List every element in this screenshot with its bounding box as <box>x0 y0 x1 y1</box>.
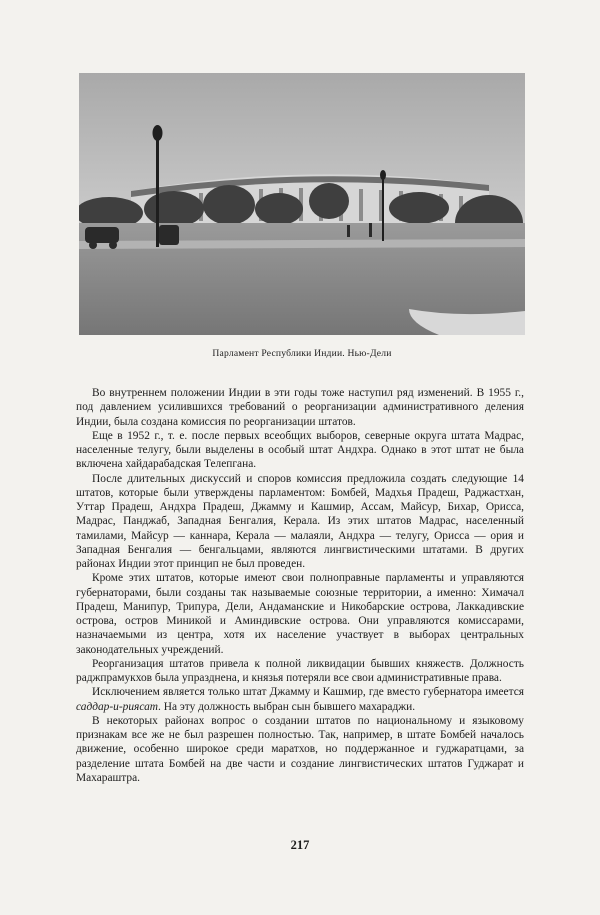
paragraph-text: . На эту должность выбран сын бывшего махараджи. <box>158 700 416 713</box>
paragraph: После длительных дискуссий и споров комиссия предложила создать следующие 14 штатов, которые были утверждены парламентом: Бомбей, Мадхья Прадеш, Раджастхан, Уттар Прадеш, Андхра Прадеш, Джамму и Кашмир, Ассам, Майсур, Бихар, Орисса, Мадрас, Панджаб, Западная Бенгалия, Керала. Из этих штатов Мадрас, населенный тамилами, Майсур — каннара, Керала — малаяли, Андхра — телугу, Орисса — ория и Западная Бенгалия — бенгальцами, являются лингвистическими штатами. В других районах Индии этот принцип не был проведен. <box>76 472 524 570</box>
paragraph: В некоторых районах вопрос о создании штатов по национальному и языковому признакам все же не был разрешен полностью. Так, например, в штате Бомбей началось движение, особенно широкое среди маратхов, но поддержанное и гуджаратцами, за разделение штата Бомбей на две части и создание лингвистических штатов Гуджарат и Махараштра. <box>76 714 524 784</box>
paragraph: Еще в 1952 г., т. е. после первых всеобщих выборов, северные округа штата Мадрас, населенные телугу, были выделены в особый штат Андхра. Однако в этот штат не была включена хайдарабадская Телепгана. <box>76 429 524 471</box>
body-text <box>76 386 524 785</box>
emphasized-term: саддар-и-риясат <box>76 700 159 713</box>
paragraph: Реорганизация штатов привела к полной ликвидации бывших княжеств. Должность раджпрамукхов была упразднена, и князья потеряли все свои административные права. <box>76 657 524 684</box>
parliament-photo-illustration <box>79 73 525 335</box>
page-number: 217 <box>290 838 310 852</box>
parliament-photo <box>79 73 525 335</box>
paragraph: Во внутреннем положении Индии в эти годы тоже наступил ряд изменений. В 1955 г., под давлением усилившихся требований о реорганизации административного деления Индии, была создана комиссия по реорганизации штатов. <box>76 387 524 428</box>
paragraph <box>76 685 524 714</box>
paragraph-text: Исключением является только штат Джамму и Кашмир, где вместо губернатора имеется <box>92 686 524 699</box>
figure-caption: Парламент Республики Индии. Нью-Дели <box>212 348 392 359</box>
paragraph: Кроме этих штатов, которые имеют свои полноправные парламенты и управляются губернаторами, были созданы так называемые союзные территории, а именно: Химачал Прадеш, Манипур, Трипура, Дели, Андаманские и Никобарские острова, Лаккадивские острова, остров Миникой и Аминдивские острова. Они управляются комиссарами, назначаемыми из центра, хотя их население участвует в выборах центральных законодательных учреждений. <box>76 572 524 656</box>
